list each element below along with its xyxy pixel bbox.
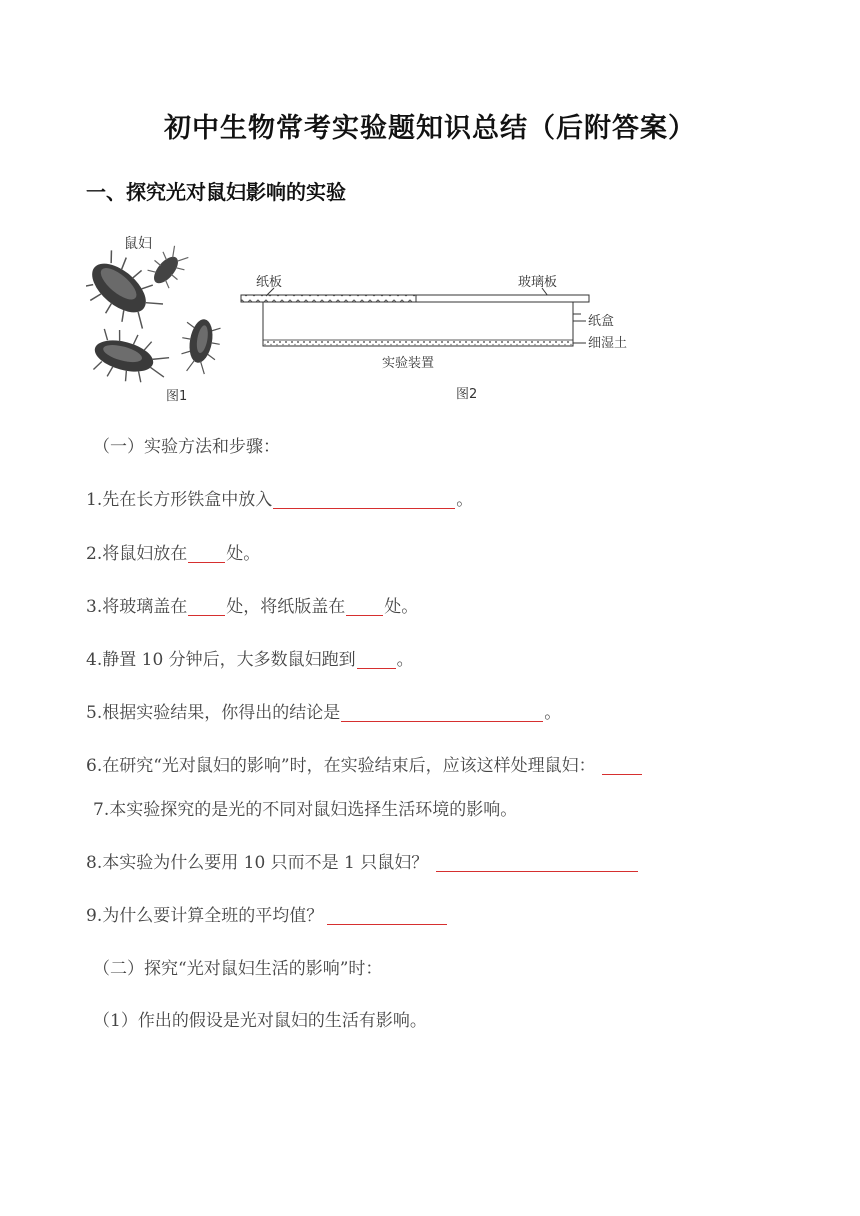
step-2: 2.将鼠妇放在 处。	[86, 544, 261, 564]
answer-blank[interactable]	[436, 852, 638, 872]
woodlouse-figure	[86, 236, 224, 404]
step-8: 8.本实验为什么要用 10 只而不是 1 只鼠妇？	[86, 848, 639, 873]
fig2-label: 图2	[456, 387, 478, 402]
glass-label: 玻璃板	[518, 275, 558, 290]
paperboard-label: 纸板	[256, 275, 283, 290]
subsection-heading-2: （二）探究“光对鼠妇生活的影响”时：	[93, 959, 383, 979]
soil-layer	[263, 340, 573, 346]
answer-blank[interactable]	[327, 905, 447, 925]
step-3: 3.将玻璃盖在 处，将纸版盖在 处。	[86, 597, 419, 617]
experiment-figure	[86, 226, 656, 412]
fig1-label: 图1	[166, 389, 188, 404]
apparatus-diagram	[241, 274, 627, 402]
step-1: 1.先在长方形铁盒中放入 。	[86, 490, 474, 510]
hypothesis-item: （1）作出的假设是光对鼠妇的生活有影响。	[93, 1011, 427, 1031]
soil-label: 细湿土	[588, 336, 628, 351]
step-5: 5.根据实验结果，你得出的结论是 。	[86, 703, 562, 723]
fig1-caption: 鼠妇	[124, 236, 152, 252]
step-9: 9.为什么要计算全班的平均值？	[86, 901, 448, 926]
answer-blank[interactable]	[602, 755, 642, 775]
step-6: 6.在研究“光对鼠妇的影响”时，在实验结束后，应该这样处理鼠妇：	[86, 751, 643, 776]
paper-box	[263, 302, 573, 346]
apparatus-label: 实验装置	[382, 356, 435, 371]
step-7: 7.本实验探究的是光的不同对鼠妇选择生活环境的影响。	[93, 800, 518, 820]
paperboard-cover	[241, 295, 416, 302]
answer-blank[interactable]	[346, 596, 383, 616]
answer-blank[interactable]	[188, 596, 225, 616]
glass-cover	[416, 295, 589, 302]
answer-blank[interactable]	[273, 489, 455, 509]
document-title: 初中生物常考实验题知识总结（后附答案）	[164, 113, 696, 144]
answer-blank[interactable]	[341, 702, 543, 722]
section-heading: 一、探究光对鼠妇影响的实验	[86, 180, 346, 204]
answer-blank[interactable]	[188, 543, 225, 563]
step-4: 4.静置 10 分钟后，大多数鼠妇跑到 。	[86, 650, 414, 670]
answer-blank[interactable]	[357, 649, 396, 669]
box-label: 纸盒	[588, 314, 615, 329]
subsection-heading-1: （一）实验方法和步骤：	[93, 437, 280, 457]
woodlouse-image	[86, 242, 224, 391]
